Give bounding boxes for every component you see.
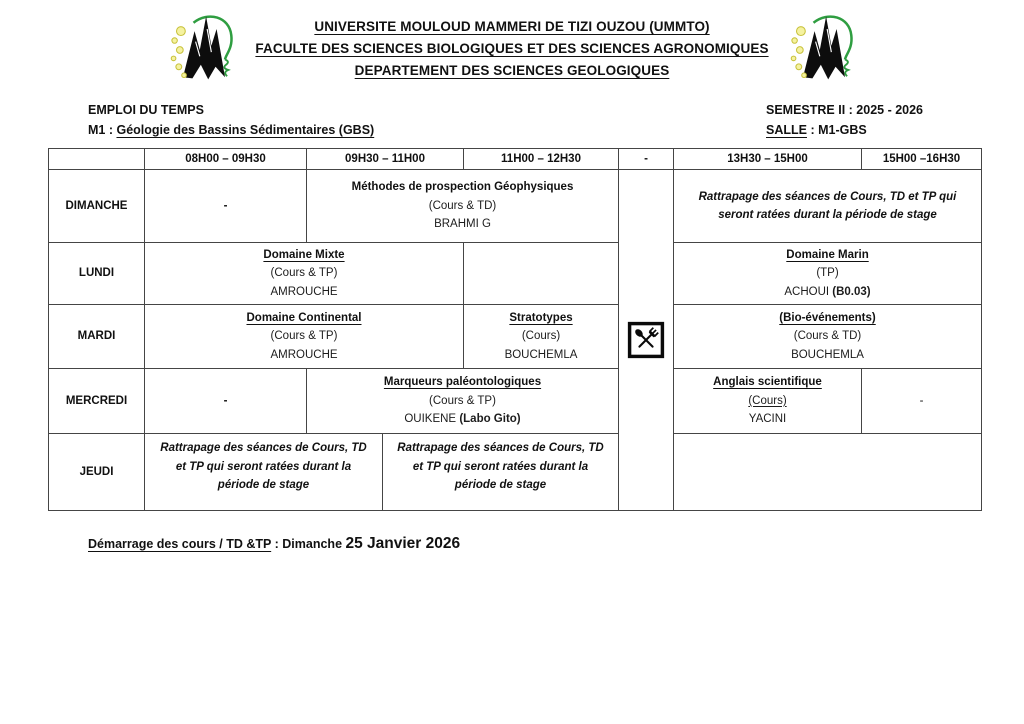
teacher-name: OUIKENE	[404, 413, 460, 426]
course-kind: (Cours & TD)	[428, 199, 497, 212]
cell-mercredi-empty2: -	[862, 369, 982, 434]
lunch-break-cell	[619, 170, 674, 511]
semester-line: SEMESTRE II : 2025 - 2026	[766, 103, 924, 117]
program-line	[88, 120, 374, 140]
course-kind: (TP)	[816, 267, 839, 280]
course-title: Domaine Continental	[246, 311, 362, 324]
cell-dimanche-empty: -	[145, 170, 307, 243]
cell-mercredi-anglais	[674, 369, 862, 434]
teacher-room: (B0.03)	[832, 285, 871, 298]
course-kind: (Cours & TP)	[429, 394, 496, 407]
faculty-title: FACULTE DES SCIENCES BIOLOGIQUES ET DES SCIENCES AGRONOMIQUES	[255, 41, 769, 56]
break-header: -	[619, 149, 674, 170]
time-header-1: 08H00 – 09H30	[145, 149, 307, 170]
cell-mardi-stratotypes	[464, 305, 619, 369]
document-header	[0, 16, 1024, 82]
course-kind: (Cours & TP)	[270, 330, 338, 343]
start-label: Démarrage des cours / TD &TP	[88, 537, 272, 551]
cell-lundi-domaine-mixte	[145, 243, 464, 305]
course-teacher: YACINI	[748, 413, 787, 426]
start-mid: : Dimanche	[271, 537, 346, 551]
course-teacher: BOUCHEMLA	[791, 348, 864, 361]
teacher-name: ACHOUI	[784, 285, 833, 298]
start-date-note	[88, 535, 460, 553]
university-title: UNIVERSITE MOULOUD MAMMERI DE TIZI OUZOU (UMMTO)	[314, 19, 710, 34]
day-mardi: MARDI	[49, 305, 145, 369]
course-teacher: BRAHMI G	[434, 218, 491, 231]
course-title: (Bio-événements)	[779, 311, 876, 324]
course-title: Domaine Mixte	[263, 248, 345, 261]
cell-dimanche-geophysique	[307, 170, 619, 243]
day-mercredi: MERCREDI	[49, 369, 145, 434]
cell-jeudi-rattrapage-1: Rattrapage des séances de Cours, TD et TP qui seront ratées durant la période de stage	[145, 434, 383, 511]
cell-lundi-domaine-marin	[674, 243, 982, 305]
schedule-info-left	[88, 100, 374, 140]
cell-mercredi-empty1: -	[145, 369, 307, 434]
course-teacher: BOUCHEMLA	[504, 348, 578, 361]
schedule-title: EMPLOI DU TEMPS	[88, 103, 204, 117]
room-line	[766, 120, 923, 140]
time-header-4: 13H30 – 15H00	[674, 149, 862, 170]
course-title: Méthodes de prospection Géophysiques	[351, 181, 574, 194]
cell-mardi-domaine-continental	[145, 305, 464, 369]
course-teacher	[404, 410, 520, 429]
course-kind: (Cours & TP)	[270, 267, 338, 280]
cell-mardi-bio-evenements	[674, 305, 982, 369]
cell-lundi-empty	[464, 243, 619, 305]
course-kind: (Cours)	[521, 330, 561, 343]
cell-dimanche-rattrapage: Rattrapage des séances de Cours, TD et TP qui seront ratées durant la période de stage	[674, 170, 982, 243]
program-name: Géologie des Bassins Sédimentaires (GBS)	[116, 123, 375, 137]
room-label: SALLE	[766, 123, 807, 137]
course-teacher	[784, 283, 870, 302]
time-header-2: 09H30 – 11H00	[307, 149, 464, 170]
day-lundi: LUNDI	[49, 243, 145, 305]
time-header-5: 15H00 –16H30	[862, 149, 982, 170]
cell-jeudi-empty	[674, 434, 982, 511]
start-date: 25 Janvier 2026	[345, 535, 461, 552]
course-teacher: AMROUCHE	[270, 285, 338, 298]
course-title: Anglais scientifique	[713, 376, 822, 389]
cell-jeudi-rattrapage-2: Rattrapage des séances de Cours, TD et TP qui seront ratées durant la période de stage	[383, 434, 619, 511]
course-teacher: AMROUCHE	[270, 348, 338, 361]
level-prefix: M1 :	[88, 123, 117, 137]
room-value: : M1-GBS	[806, 123, 867, 137]
day-jeudi: JEUDI	[49, 434, 145, 511]
department-title: DEPARTEMENT DES SCIENCES GEOLOGIQUES	[354, 63, 670, 78]
course-title: Marqueurs paléontologiques	[383, 376, 542, 389]
course-title: Domaine Marin	[786, 248, 869, 261]
schedule-info-right	[766, 100, 923, 140]
fork-and-spoon-icon	[627, 319, 665, 361]
course-kind: (Cours)	[748, 394, 787, 407]
course-kind: (Cours & TD)	[793, 330, 862, 343]
course-title: Stratotypes	[509, 311, 573, 324]
teacher-room: (Labo Gito)	[459, 413, 521, 426]
time-header-3: 11H00 – 12H30	[464, 149, 619, 170]
day-dimanche: DIMANCHE	[49, 170, 145, 243]
cell-mercredi-marqueurs	[307, 369, 619, 434]
corner-cell	[49, 149, 145, 170]
timetable	[48, 148, 982, 511]
